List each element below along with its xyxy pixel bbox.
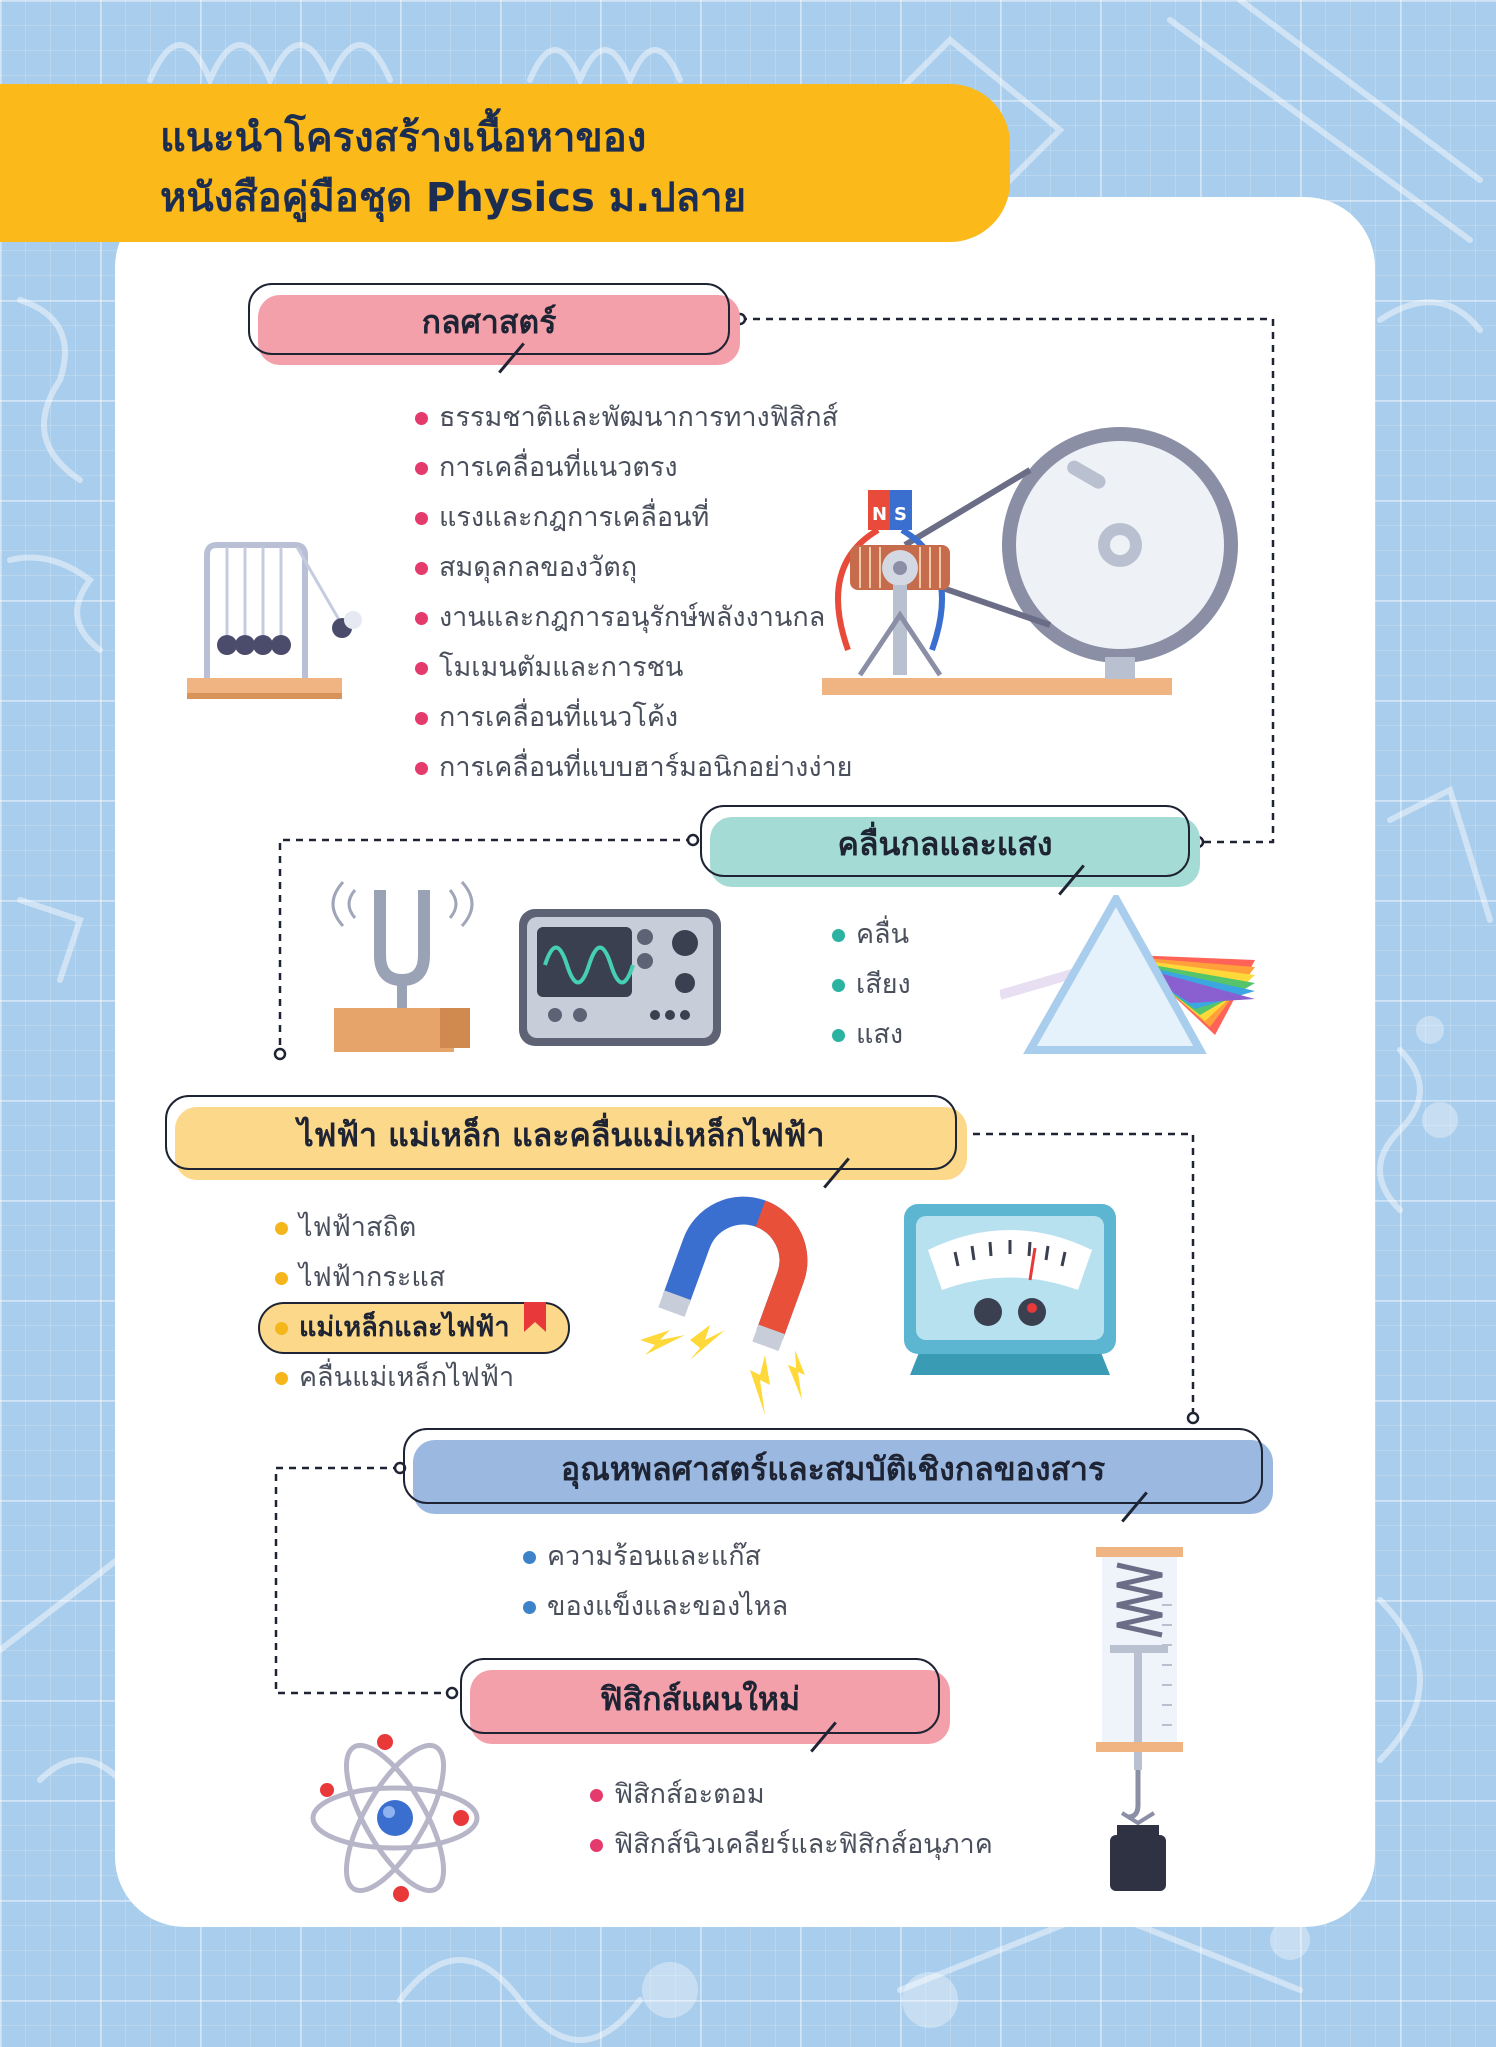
page-title-line-2: หนังสือคู่มือชุด Physics ม.ปลาย	[160, 175, 747, 221]
horseshoe-magnet-icon	[630, 1190, 830, 1420]
section-mechanics-header	[248, 283, 730, 355]
atom-icon	[305, 1730, 485, 1905]
list-item: โมเมนตัมและการชน	[415, 643, 853, 693]
list-item: คลื่นแม่เหล็กไฟฟ้า	[275, 1353, 514, 1403]
list-item: ไฟฟ้ากระแส	[275, 1253, 514, 1303]
page-title-line-1: แนะนำโครงสร้างเนื้อหาของ	[160, 115, 647, 161]
list-item: ของแข็งและของไหล	[523, 1582, 788, 1632]
section-electromagnetism-items	[275, 1203, 514, 1403]
list-item: การเคลื่อนที่แนวโค้ง	[415, 693, 853, 743]
section-electromagnetism-header	[165, 1095, 957, 1170]
list-item: งานและกฎการอนุรักษ์พลังงานกล	[415, 593, 853, 643]
section-waves-light-label: คลื่นกลและแสง	[837, 824, 1053, 863]
svg-text:N: N	[872, 504, 888, 525]
list-item: คลื่น	[832, 910, 911, 960]
section-modern-physics-header	[460, 1658, 940, 1734]
list-item: แสง	[832, 1010, 911, 1060]
section-thermodynamics-header	[403, 1428, 1263, 1504]
list-item: ฟิสิกส์อะตอม	[590, 1770, 993, 1820]
newtons-cradle-icon	[185, 535, 370, 705]
list-item: ความร้อนและแก๊ส	[523, 1532, 788, 1582]
tuning-fork-icon	[330, 860, 475, 1055]
section-modern-physics-label: ฟิสิกส์แผนใหม่	[599, 1679, 801, 1718]
list-item: การเคลื่อนที่แนวตรง	[415, 443, 853, 493]
section-mechanics-label: กลศาสตร์	[421, 302, 557, 341]
section-thermodynamics-items	[523, 1532, 788, 1632]
prism-icon	[1000, 895, 1255, 1055]
list-item: ฟิสิกส์นิวเคลียร์และฟิสิกส์อนุภาค	[590, 1820, 993, 1870]
section-waves-light-header	[700, 805, 1190, 877]
bookmark-icon	[522, 1300, 548, 1334]
list-item: ไฟฟ้าสถิต	[275, 1203, 514, 1253]
section-electromagnetism-label: ไฟฟ้า แม่เหล็ก และคลื่นแม่เหล็กไฟฟ้า	[297, 1116, 825, 1154]
spring-scale-icon	[1092, 1545, 1187, 1895]
list-item: สมดุลกลของวัตถุ	[415, 543, 853, 593]
svg-text:S: S	[894, 504, 907, 525]
meter-icon	[900, 1200, 1120, 1380]
list-item: เสียง	[832, 960, 911, 1010]
list-item-highlighted: แม่เหล็กและไฟฟ้า	[275, 1303, 514, 1353]
list-item: แรงและกฎการเคลื่อนที่	[415, 493, 853, 543]
generator-icon	[820, 425, 1240, 705]
section-modern-physics-items	[590, 1770, 993, 1870]
section-mechanics-items	[415, 393, 853, 793]
list-item: การเคลื่อนที่แบบฮาร์มอนิกอย่างง่าย	[415, 743, 853, 793]
oscilloscope-icon	[515, 905, 725, 1050]
section-waves-light-items	[832, 910, 911, 1060]
list-item: ธรรมชาติและพัฒนาการทางฟิสิกส์	[415, 393, 853, 443]
section-thermodynamics-label: อุณหพลศาสตร์และสมบัติเชิงกลของสาร	[560, 1449, 1106, 1488]
